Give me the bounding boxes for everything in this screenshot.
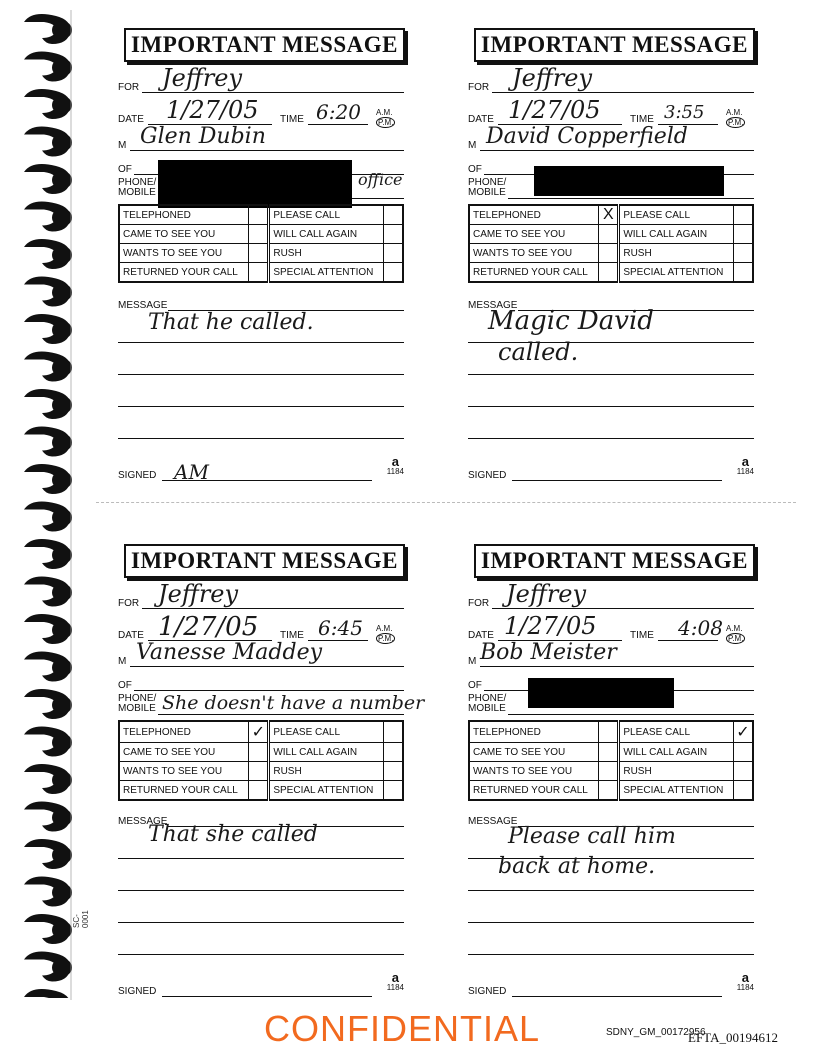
spiral-ring <box>24 277 72 307</box>
time-value: 6:45 <box>318 616 363 640</box>
spiral-ring <box>24 839 72 869</box>
am-pm-indicator: A.M. P.M. <box>376 624 394 643</box>
time-value: 3:55 <box>664 102 705 123</box>
spiral-ring <box>24 614 72 644</box>
message-line-3 <box>468 890 754 891</box>
of-label: OF <box>118 680 132 691</box>
special-box[interactable] <box>734 263 754 283</box>
phone-label: PHONE/ MOBILE <box>118 693 157 714</box>
m-label: M <box>468 656 477 667</box>
wants-box[interactable] <box>249 762 269 781</box>
rush-box[interactable] <box>384 762 404 781</box>
spiral-ring <box>24 802 72 832</box>
for-line <box>142 92 404 93</box>
will-call-label: WILL CALL AGAIN <box>619 225 734 244</box>
phone-line <box>508 714 754 715</box>
time-line <box>308 124 368 125</box>
am-pm-indicator: A.M. P.M. <box>376 108 394 127</box>
date-label: DATE <box>468 114 494 125</box>
time-value: 6:20 <box>316 100 361 124</box>
rush-label: RUSH <box>269 762 384 781</box>
special-box[interactable] <box>384 781 404 801</box>
rush-box[interactable] <box>734 244 754 263</box>
time-label: TIME <box>630 630 654 641</box>
time-label: TIME <box>280 630 304 641</box>
spiral-ring <box>24 952 72 982</box>
for-label: FOR <box>118 82 140 93</box>
special-box[interactable] <box>384 263 404 283</box>
form-logo: a 1184 <box>736 970 754 992</box>
slip-title: IMPORTANT MESSAGE <box>474 28 755 62</box>
am-pm-indicator: A.M. P.M. <box>726 624 744 643</box>
spiral-ring <box>24 989 72 998</box>
please-call-label: PLEASE CALL <box>269 205 384 225</box>
message-text-2: back at home. <box>498 854 656 879</box>
wants-box[interactable] <box>249 244 269 263</box>
caller-name: Bob Meister <box>480 640 617 665</box>
date-label: DATE <box>468 630 494 641</box>
of-line <box>134 690 404 691</box>
message-line-3 <box>118 890 404 891</box>
caller-name: Glen Dubin <box>140 124 266 149</box>
wants-box[interactable] <box>599 762 619 781</box>
returned-box[interactable] <box>599 781 619 801</box>
date-value: 1/27/05 <box>158 612 259 642</box>
slip-title: IMPORTANT MESSAGE <box>124 544 405 578</box>
will-call-box[interactable] <box>384 225 404 244</box>
telephoned-box[interactable] <box>249 205 269 225</box>
m-line <box>130 150 404 151</box>
date-value: 1/27/05 <box>508 96 601 124</box>
telephoned-label: TELEPHONED <box>119 721 249 743</box>
came-box[interactable] <box>599 743 619 762</box>
message-text-1: That he called. <box>148 310 314 335</box>
for-label: FOR <box>468 598 490 609</box>
came-label: CAME TO SEE YOU <box>119 225 249 244</box>
spiral-ring <box>24 427 72 457</box>
for-label: FOR <box>118 598 140 609</box>
signed-line <box>162 996 372 997</box>
perforation-line <box>70 10 72 1000</box>
message-slip-1 <box>118 20 438 484</box>
message-line-3 <box>468 374 754 375</box>
please-call-label: PLEASE CALL <box>619 721 734 743</box>
spiral-rings-graphic <box>22 8 84 998</box>
spiral-ring <box>24 314 72 344</box>
wants-label: WANTS TO SEE YOU <box>119 762 249 781</box>
returned-label: RETURNED YOUR CALL <box>469 263 599 283</box>
form-logo: a 1184 <box>386 970 404 992</box>
rush-label: RUSH <box>619 762 734 781</box>
telephoned-label: TELEPHONED <box>469 721 599 743</box>
please-call-label: PLEASE CALL <box>619 205 734 225</box>
m-label: M <box>118 140 127 151</box>
message-line-4 <box>468 406 754 407</box>
efta-number: EFTA_00194612 <box>688 1030 778 1045</box>
phone-label: PHONE/ MOBILE <box>468 693 507 714</box>
spiral-ring <box>24 727 72 757</box>
will-call-box[interactable] <box>734 225 754 244</box>
caller-name: Vanesse Maddey <box>136 640 323 665</box>
telephoned-label: TELEPHONED <box>119 205 249 225</box>
date-value: 1/27/05 <box>504 612 597 640</box>
spiral-ring <box>24 914 72 944</box>
date-label: DATE <box>118 114 144 125</box>
will-call-label: WILL CALL AGAIN <box>619 743 734 762</box>
rush-box[interactable] <box>384 244 404 263</box>
am-pm-indicator: A.M. P.M. <box>726 108 744 127</box>
rush-label: RUSH <box>619 244 734 263</box>
message-label: MESSAGE <box>118 816 168 827</box>
message-line-5 <box>468 954 754 955</box>
spiral-ring <box>24 164 72 194</box>
wants-box[interactable] <box>599 244 619 263</box>
phone-label: PHONE/ MOBILE <box>118 177 157 198</box>
spine-text: SC-0001 <box>72 910 90 928</box>
wants-label: WANTS TO SEE YOU <box>119 244 249 263</box>
phone-note: She doesn't have a number <box>162 692 425 714</box>
returned-label: RETURNED YOUR CALL <box>119 263 249 283</box>
of-label: OF <box>468 680 482 691</box>
special-label: SPECIAL ATTENTION <box>619 781 734 801</box>
date-label: DATE <box>118 630 144 641</box>
spiral-ring <box>24 764 72 794</box>
for-line <box>492 608 754 609</box>
telephoned-box[interactable] <box>599 721 619 743</box>
form-logo: a 1184 <box>736 454 754 476</box>
message-line-4 <box>118 922 404 923</box>
spiral-ring <box>24 652 72 682</box>
came-box[interactable] <box>249 225 269 244</box>
spiral-ring <box>24 352 72 382</box>
phone-line <box>158 714 404 715</box>
message-line-4 <box>468 922 754 923</box>
for-line <box>492 92 754 93</box>
message-text-1: Magic David <box>488 306 654 336</box>
message-line-3 <box>118 374 404 375</box>
signed-value: AM <box>174 460 209 484</box>
signed-label: SIGNED <box>468 470 507 481</box>
m-line <box>130 666 404 667</box>
message-line-5 <box>118 954 404 955</box>
came-label: CAME TO SEE YOU <box>119 743 249 762</box>
will-call-box[interactable] <box>734 743 754 762</box>
spiral-ring <box>24 577 72 607</box>
slip-title: IMPORTANT MESSAGE <box>124 28 405 62</box>
returned-label: RETURNED YOUR CALL <box>469 781 599 801</box>
message-slip-4 <box>468 536 788 997</box>
spiral-ring <box>24 502 72 532</box>
will-call-label: WILL CALL AGAIN <box>269 225 384 244</box>
please-call-box[interactable] <box>384 721 404 743</box>
message-slip-3 <box>118 536 438 997</box>
spiral-ring <box>24 52 72 82</box>
message-text-1: That she called <box>148 822 318 847</box>
telephoned-label: TELEPHONED <box>469 205 599 225</box>
spiral-ring <box>24 239 72 269</box>
spiral-binding <box>22 8 90 998</box>
phone-note: office <box>358 170 403 189</box>
returned-box[interactable] <box>599 263 619 283</box>
signed-label: SIGNED <box>118 986 157 997</box>
spiral-ring <box>24 127 72 157</box>
check-grid <box>468 204 754 283</box>
caller-name: David Copperfield <box>486 124 688 149</box>
special-label: SPECIAL ATTENTION <box>619 263 734 283</box>
rush-label: RUSH <box>269 244 384 263</box>
message-line-5 <box>118 438 404 439</box>
of-label: OF <box>118 164 132 175</box>
spiral-ring <box>24 202 72 232</box>
message-line-4 <box>118 406 404 407</box>
came-label: CAME TO SEE YOU <box>469 225 599 244</box>
came-label: CAME TO SEE YOU <box>469 743 599 762</box>
signed-label: SIGNED <box>468 986 507 997</box>
telephoned-box[interactable]: ✓ <box>249 721 269 743</box>
m-line <box>480 666 754 667</box>
please-call-label: PLEASE CALL <box>269 721 384 743</box>
message-slip-2 <box>468 20 788 481</box>
spiral-ring <box>24 877 72 907</box>
m-line <box>480 150 754 151</box>
for-line <box>142 608 404 609</box>
signed-line <box>512 996 722 997</box>
confidential-stamp: CONFIDENTIAL <box>264 1008 541 1049</box>
redaction-box <box>528 678 674 708</box>
will-call-label: WILL CALL AGAIN <box>269 743 384 762</box>
spiral-ring <box>24 14 72 44</box>
date-value: 1/27/05 <box>166 96 259 124</box>
message-label: MESSAGE <box>468 300 518 311</box>
m-label: M <box>468 140 477 151</box>
for-value: Jeffrey <box>506 580 587 608</box>
spiral-ring <box>24 689 72 719</box>
please-call-box[interactable] <box>384 205 404 225</box>
for-value: Jeffrey <box>512 64 593 92</box>
bates-number: SDNY_GM_00172956 <box>606 1027 706 1038</box>
wants-label: WANTS TO SEE YOU <box>469 244 599 263</box>
m-label: M <box>118 656 127 667</box>
form-logo: a 1184 <box>386 454 404 476</box>
wants-label: WANTS TO SEE YOU <box>469 762 599 781</box>
message-text-1: Please call him <box>508 824 676 849</box>
special-box[interactable] <box>734 781 754 801</box>
check-grid <box>118 720 404 801</box>
special-label: SPECIAL ATTENTION <box>269 263 384 283</box>
message-label: MESSAGE <box>468 816 518 827</box>
for-value: Jeffrey <box>162 64 243 92</box>
spiral-ring <box>24 389 72 419</box>
signed-line <box>512 480 722 481</box>
will-call-box[interactable] <box>384 743 404 762</box>
message-line-2 <box>118 858 404 859</box>
time-label: TIME <box>630 114 654 125</box>
for-label: FOR <box>468 82 490 93</box>
time-value: 4:08 <box>678 616 723 640</box>
special-label: SPECIAL ATTENTION <box>269 781 384 801</box>
telephoned-box[interactable]: X <box>599 205 619 225</box>
time-line <box>658 640 718 641</box>
signed-label: SIGNED <box>118 470 157 481</box>
returned-label: RETURNED YOUR CALL <box>119 781 249 801</box>
redaction-box <box>534 166 724 196</box>
message-line-2 <box>118 342 404 343</box>
returned-box[interactable] <box>249 781 269 801</box>
message-text-2: called. <box>498 338 579 366</box>
tear-line <box>96 502 796 503</box>
for-value: Jeffrey <box>158 580 239 608</box>
please-call-box[interactable] <box>734 205 754 225</box>
please-call-box[interactable]: ✓ <box>734 721 754 743</box>
phone-label: PHONE/ MOBILE <box>468 177 507 198</box>
came-box[interactable] <box>249 743 269 762</box>
message-line-5 <box>468 438 754 439</box>
rush-box[interactable] <box>734 762 754 781</box>
slip-title: IMPORTANT MESSAGE <box>474 544 755 578</box>
time-label: TIME <box>280 114 304 125</box>
check-grid <box>468 720 754 801</box>
check-grid <box>118 204 404 283</box>
spiral-ring <box>24 464 72 494</box>
phone-line <box>508 198 754 199</box>
came-box[interactable] <box>599 225 619 244</box>
spiral-ring <box>24 89 72 119</box>
of-label: OF <box>468 164 482 175</box>
redaction-box <box>158 160 352 208</box>
message-label: MESSAGE <box>118 300 168 311</box>
returned-box[interactable] <box>249 263 269 283</box>
spiral-ring <box>24 539 72 569</box>
